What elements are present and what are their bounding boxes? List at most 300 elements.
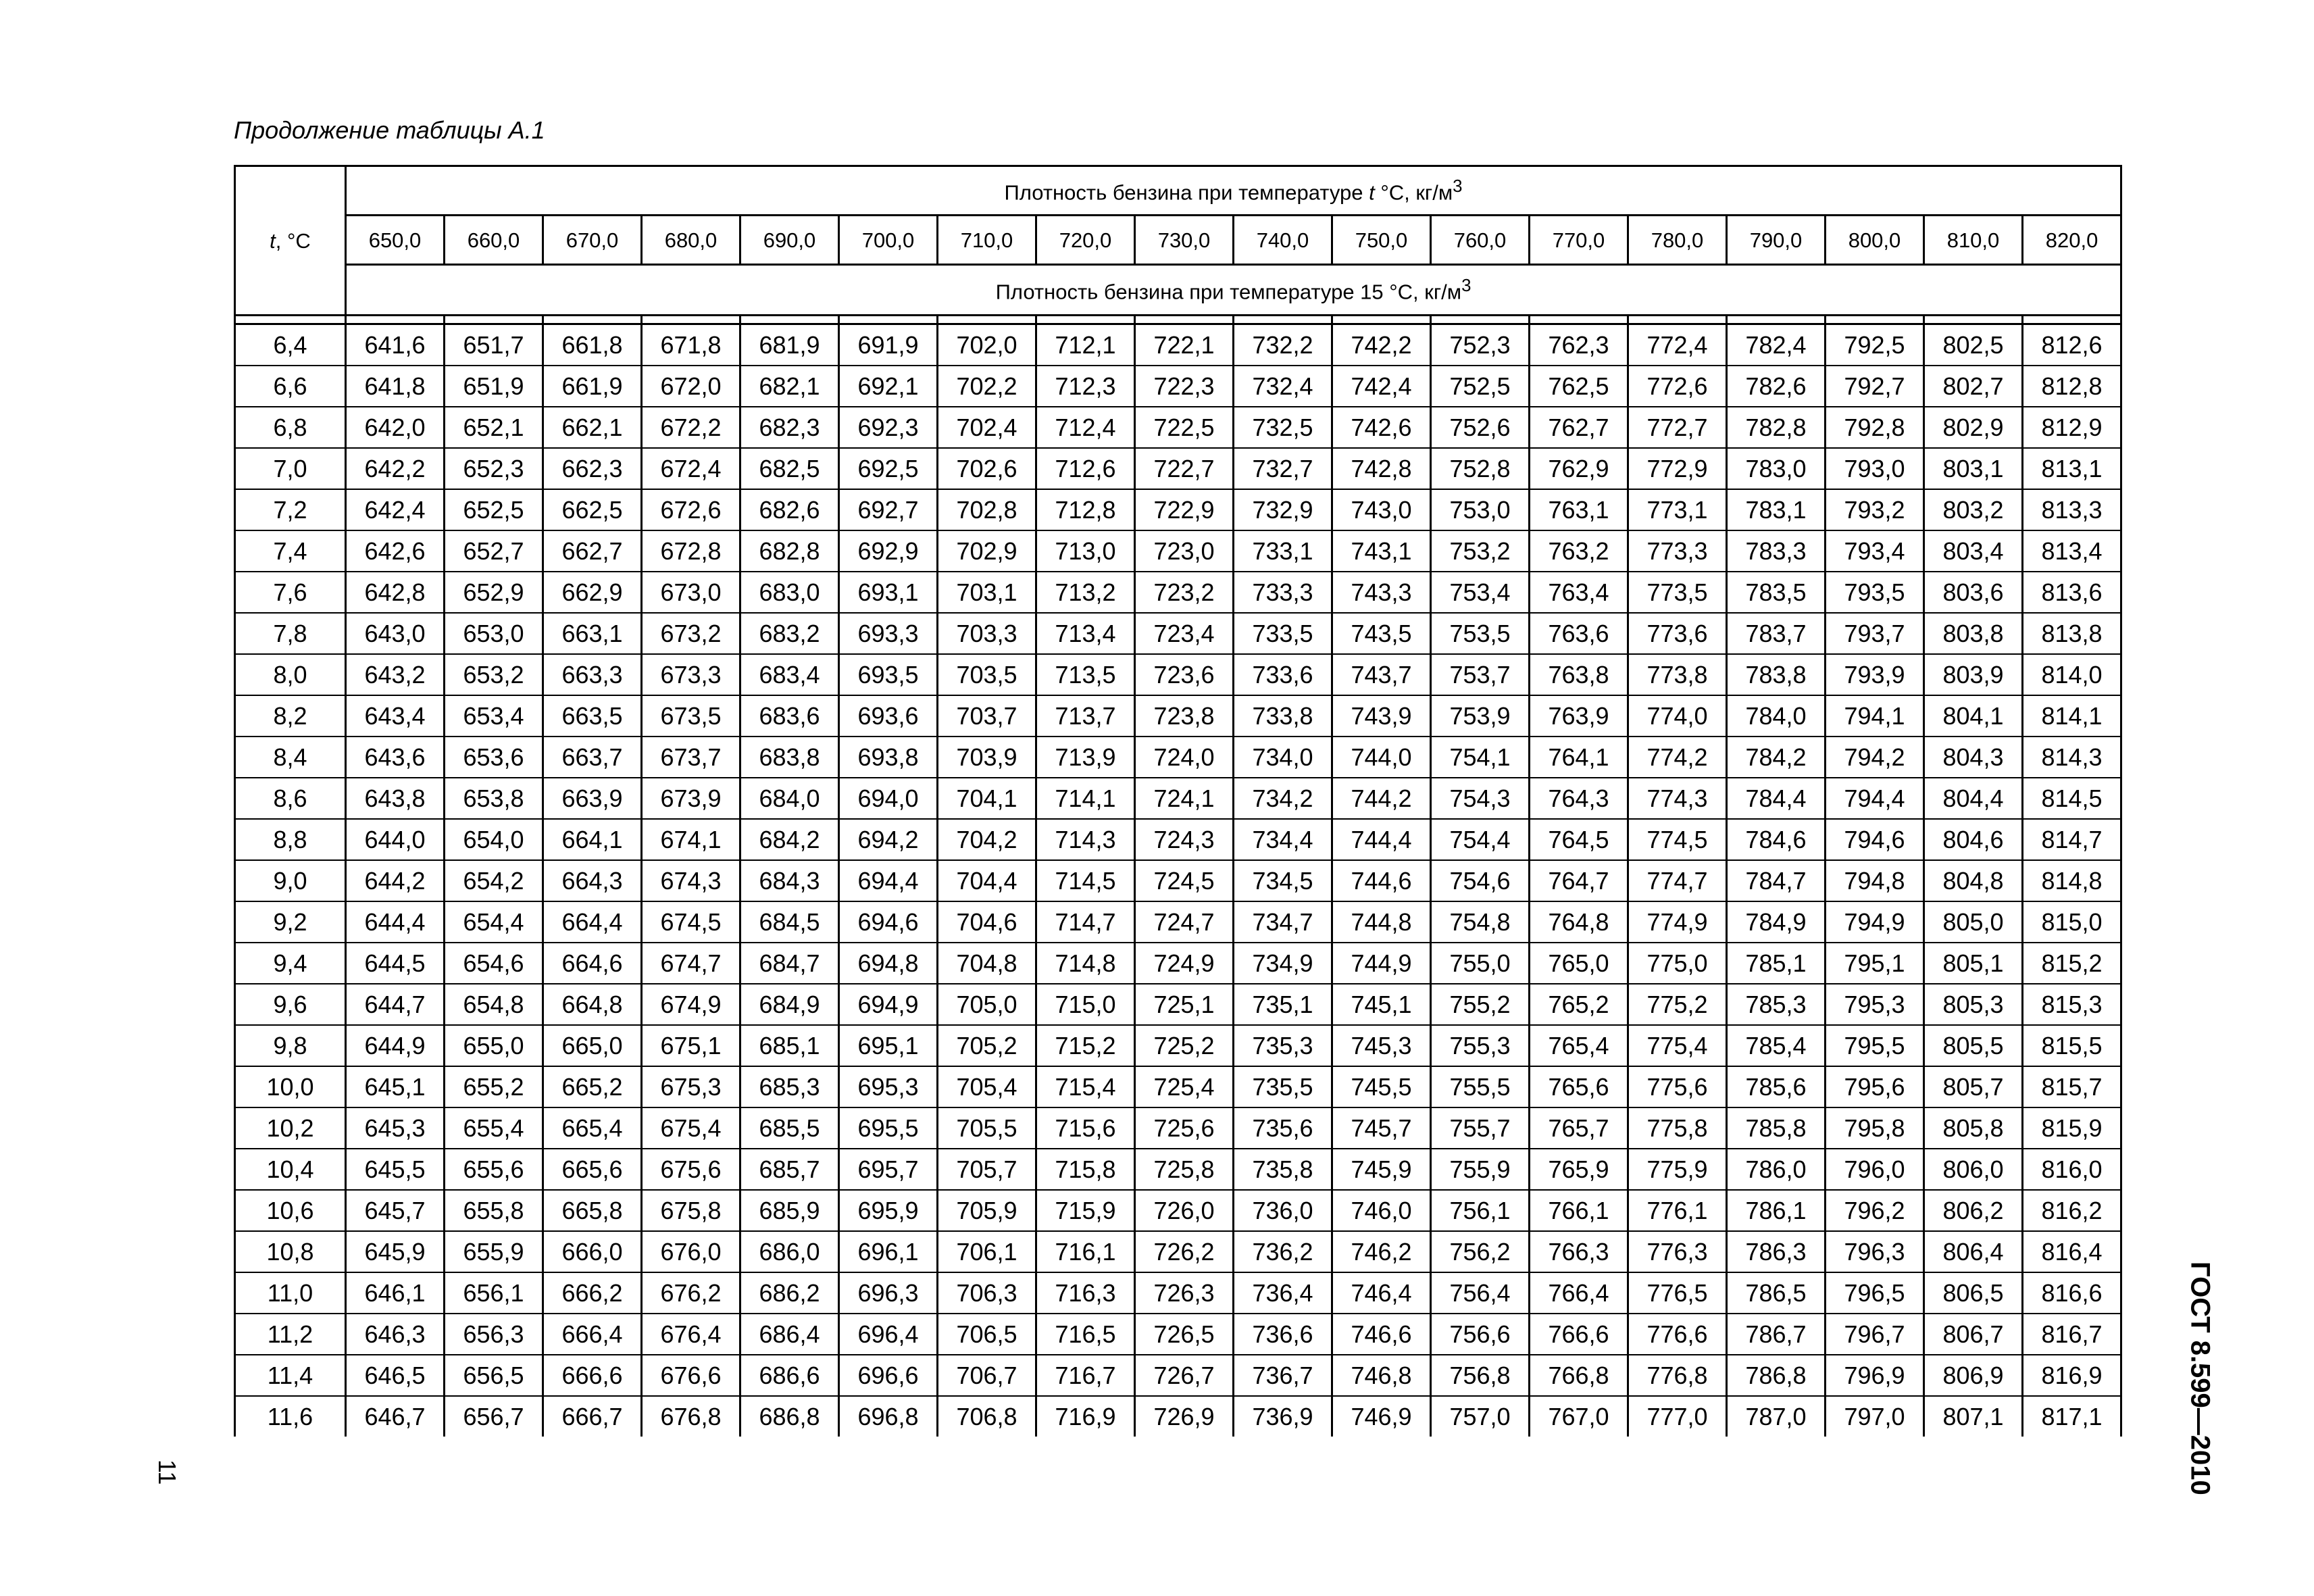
density-cell: 802,9 (1924, 407, 2023, 448)
density-cell: 817,1 (2023, 1396, 2121, 1437)
temperature-cell: 7,8 (235, 613, 346, 654)
density-header-cell: 680,0 (642, 216, 740, 265)
temperature-cell: 11,6 (235, 1396, 346, 1437)
density-cell: 683,0 (740, 572, 839, 613)
density-cell: 655,4 (445, 1107, 543, 1149)
density-cell: 694,9 (839, 984, 938, 1025)
density-cell: 805,3 (1924, 984, 2023, 1025)
density-header-cell: 670,0 (543, 216, 642, 265)
spacer-cell (1234, 316, 1332, 324)
spacer-cell (2023, 316, 2121, 324)
table-row (235, 613, 2121, 654)
density-cell: 752,8 (1431, 448, 1530, 489)
density-cell: 705,0 (938, 984, 1036, 1025)
density-cell: 764,3 (1530, 778, 1628, 819)
density-cell: 804,4 (1924, 778, 2023, 819)
density-cell: 684,5 (740, 901, 839, 943)
density-cell: 676,2 (642, 1272, 740, 1314)
density-cell: 663,1 (543, 613, 642, 654)
density-cell: 646,7 (346, 1396, 445, 1437)
density-cell: 787,0 (1727, 1396, 1826, 1437)
temperature-cell: 6,4 (235, 324, 346, 366)
density-cell: 785,3 (1727, 984, 1826, 1025)
density-cell: 722,9 (1135, 489, 1234, 530)
density-cell: 733,3 (1234, 572, 1332, 613)
density-cell: 655,0 (445, 1025, 543, 1066)
density-cell: 715,2 (1036, 1025, 1135, 1066)
density-cell: 724,0 (1135, 737, 1234, 778)
density-cell: 656,1 (445, 1272, 543, 1314)
density-cell: 675,4 (642, 1107, 740, 1149)
density-cell: 816,6 (2023, 1272, 2121, 1314)
temperature-cell: 9,4 (235, 943, 346, 984)
density-cell: 673,3 (642, 654, 740, 695)
density-header-cell: 750,0 (1332, 216, 1431, 265)
density-cell: 763,4 (1530, 572, 1628, 613)
density-cell: 645,1 (346, 1066, 445, 1107)
density-cell: 723,2 (1135, 572, 1234, 613)
table-row (235, 1314, 2121, 1355)
density-cell: 645,7 (346, 1190, 445, 1231)
density-cell: 784,2 (1727, 737, 1826, 778)
spacer-cell (938, 316, 1036, 324)
density-cell: 726,3 (1135, 1272, 1234, 1314)
density-cell: 746,2 (1332, 1231, 1431, 1272)
density-cell: 814,1 (2023, 695, 2121, 737)
spacer-cell (1530, 316, 1628, 324)
density-cell: 703,9 (938, 737, 1036, 778)
density-cell: 814,5 (2023, 778, 2121, 819)
density-cell: 683,2 (740, 613, 839, 654)
density-cell: 726,0 (1135, 1190, 1234, 1231)
density-cell: 684,0 (740, 778, 839, 819)
density-cell: 735,3 (1234, 1025, 1332, 1066)
density-cell: 705,7 (938, 1149, 1036, 1190)
density-cell: 686,2 (740, 1272, 839, 1314)
temperature-cell: 7,0 (235, 448, 346, 489)
density-cell: 776,1 (1628, 1190, 1727, 1231)
density-cell: 756,8 (1431, 1355, 1530, 1396)
density-cell: 653,4 (445, 695, 543, 737)
density-cell: 813,8 (2023, 613, 2121, 654)
density-cell: 673,7 (642, 737, 740, 778)
density-cell: 806,5 (1924, 1272, 2023, 1314)
table-row (235, 1107, 2121, 1149)
density-cell: 675,6 (642, 1149, 740, 1190)
density-cell: 792,7 (1826, 366, 1924, 407)
density-cell: 706,8 (938, 1396, 1036, 1437)
table-row (235, 1272, 2121, 1314)
density-cell: 672,6 (642, 489, 740, 530)
density-cell: 654,8 (445, 984, 543, 1025)
density-cell: 754,4 (1431, 819, 1530, 860)
density-cell: 743,3 (1332, 572, 1431, 613)
density-cell: 656,3 (445, 1314, 543, 1355)
density-cell: 696,4 (839, 1314, 938, 1355)
density-cell: 716,9 (1036, 1396, 1135, 1437)
density-cell: 795,5 (1826, 1025, 1924, 1066)
density-cell: 745,1 (1332, 984, 1431, 1025)
density-cell: 642,4 (346, 489, 445, 530)
density-cell: 681,9 (740, 324, 839, 366)
density-cell: 672,4 (642, 448, 740, 489)
density-cell: 641,8 (346, 366, 445, 407)
temperature-cell: 9,8 (235, 1025, 346, 1066)
density-cell: 693,6 (839, 695, 938, 737)
density-cell: 654,2 (445, 860, 543, 901)
density-cell: 772,4 (1628, 324, 1727, 366)
density-cell: 742,4 (1332, 366, 1431, 407)
density-cell: 736,7 (1234, 1355, 1332, 1396)
density-cell: 646,1 (346, 1272, 445, 1314)
density-cell: 766,6 (1530, 1314, 1628, 1355)
density-cell: 662,9 (543, 572, 642, 613)
density-cell: 714,3 (1036, 819, 1135, 860)
density-cell: 786,7 (1727, 1314, 1826, 1355)
density-cell: 655,6 (445, 1149, 543, 1190)
density-at-t-header: Плотность бензина при температуре t °С, $кг/м^3$ (346, 166, 2121, 216)
density-cell: 732,7 (1234, 448, 1332, 489)
density-cell: 813,6 (2023, 572, 2121, 613)
density-cell: 775,0 (1628, 943, 1727, 984)
density-cell: 766,3 (1530, 1231, 1628, 1272)
density-cell: 762,3 (1530, 324, 1628, 366)
density-cell: 704,8 (938, 943, 1036, 984)
table-row (235, 489, 2121, 530)
density-cell: 772,9 (1628, 448, 1727, 489)
density-cell: 722,3 (1135, 366, 1234, 407)
density-cell: 805,8 (1924, 1107, 2023, 1149)
temperature-cell: 9,0 (235, 860, 346, 901)
density-cell: 664,1 (543, 819, 642, 860)
density-cell: 674,5 (642, 901, 740, 943)
density-cell: 665,0 (543, 1025, 642, 1066)
density-cell: 672,2 (642, 407, 740, 448)
density-cell: 673,2 (642, 613, 740, 654)
density-cell: 686,0 (740, 1231, 839, 1272)
density-cell: 674,7 (642, 943, 740, 984)
density-cell: 792,5 (1826, 324, 1924, 366)
temperature-cell: 9,2 (235, 901, 346, 943)
density-cell: 694,8 (839, 943, 938, 984)
density-cell: 664,8 (543, 984, 642, 1025)
density-cell: 803,1 (1924, 448, 2023, 489)
density-cell: 753,5 (1431, 613, 1530, 654)
density-cell: 652,5 (445, 489, 543, 530)
density-cell: 794,2 (1826, 737, 1924, 778)
density-cell: 795,1 (1826, 943, 1924, 984)
density-cell: 644,9 (346, 1025, 445, 1066)
density-cell: 744,4 (1332, 819, 1431, 860)
density-cell: 653,8 (445, 778, 543, 819)
table-row (235, 1066, 2121, 1107)
density-cell: 785,6 (1727, 1066, 1826, 1107)
density-cell: 794,4 (1826, 778, 1924, 819)
density-cell: 676,0 (642, 1231, 740, 1272)
density-cell: 704,2 (938, 819, 1036, 860)
density-cell: 702,9 (938, 530, 1036, 572)
table-row (235, 448, 2121, 489)
density-cell: 805,1 (1924, 943, 2023, 984)
density-header-cell: 650,0 (346, 216, 445, 265)
density-cell: 812,6 (2023, 324, 2121, 366)
density-cell: 797,0 (1826, 1396, 1924, 1437)
density-cell: 694,4 (839, 860, 938, 901)
temperature-cell: 7,6 (235, 572, 346, 613)
density-header-cell: 700,0 (839, 216, 938, 265)
table-row (235, 1190, 2121, 1231)
density-cell: 762,7 (1530, 407, 1628, 448)
density-cell: 805,0 (1924, 901, 2023, 943)
density-cell: 694,0 (839, 778, 938, 819)
density-cell: 752,5 (1431, 366, 1530, 407)
density-cell: 772,7 (1628, 407, 1727, 448)
density-values-header-row (235, 216, 2121, 265)
density-cell: 725,8 (1135, 1149, 1234, 1190)
density-cell: 794,6 (1826, 819, 1924, 860)
density-cell: 691,9 (839, 324, 938, 366)
density-cell: 666,7 (543, 1396, 642, 1437)
density-cell: 694,2 (839, 819, 938, 860)
density-cell: 743,9 (1332, 695, 1431, 737)
density-cell: 753,4 (1431, 572, 1530, 613)
header-spacer-row (235, 316, 2121, 324)
temperature-column-header: t, °С (235, 166, 346, 316)
density-cell: 696,6 (839, 1355, 938, 1396)
density-cell: 725,4 (1135, 1066, 1234, 1107)
density-cell: 714,1 (1036, 778, 1135, 819)
density-cell: 724,3 (1135, 819, 1234, 860)
density-cell: 746,9 (1332, 1396, 1431, 1437)
density-cell: 814,7 (2023, 819, 2121, 860)
density-cell: 755,5 (1431, 1066, 1530, 1107)
density-cell: 695,5 (839, 1107, 938, 1149)
density-cell: 652,3 (445, 448, 543, 489)
density-cell: 772,6 (1628, 366, 1727, 407)
density-cell: 643,2 (346, 654, 445, 695)
table-row (235, 654, 2121, 695)
density-cell: 713,9 (1036, 737, 1135, 778)
density-cell: 703,7 (938, 695, 1036, 737)
density-cell: 724,5 (1135, 860, 1234, 901)
density-cell: 732,2 (1234, 324, 1332, 366)
density-cell: 805,5 (1924, 1025, 2023, 1066)
density-cell: 755,9 (1431, 1149, 1530, 1190)
density-cell: 764,1 (1530, 737, 1628, 778)
density-cell: 705,9 (938, 1190, 1036, 1231)
table-row (235, 407, 2121, 448)
density-cell: 762,9 (1530, 448, 1628, 489)
density-cell: 746,4 (1332, 1272, 1431, 1314)
density-header-cell: 690,0 (740, 216, 839, 265)
density-cell: 743,0 (1332, 489, 1431, 530)
density-cell: 692,1 (839, 366, 938, 407)
temperature-cell: 10,2 (235, 1107, 346, 1149)
density-cell: 705,4 (938, 1066, 1036, 1107)
spacer-cell (1135, 316, 1234, 324)
density-cell: 763,8 (1530, 654, 1628, 695)
density-cell: 693,5 (839, 654, 938, 695)
density-cell: 774,2 (1628, 737, 1727, 778)
density-cell: 705,2 (938, 1025, 1036, 1066)
density-cell: 786,5 (1727, 1272, 1826, 1314)
density-cell: 815,9 (2023, 1107, 2121, 1149)
density-cell: 671,8 (642, 324, 740, 366)
density-cell: 746,8 (1332, 1355, 1431, 1396)
density-cell: 774,3 (1628, 778, 1727, 819)
table-row (235, 737, 2121, 778)
density-cell: 783,7 (1727, 613, 1826, 654)
density-cell: 694,6 (839, 901, 938, 943)
density-cell: 656,7 (445, 1396, 543, 1437)
density-cell: 812,8 (2023, 366, 2121, 407)
density-cell: 784,6 (1727, 819, 1826, 860)
density-cell: 746,0 (1332, 1190, 1431, 1231)
density-cell: 724,9 (1135, 943, 1234, 984)
density-cell: 756,6 (1431, 1314, 1530, 1355)
density-cell: 742,6 (1332, 407, 1431, 448)
density-cell: 816,7 (2023, 1314, 2121, 1355)
density-cell: 743,7 (1332, 654, 1431, 695)
temperature-cell: 11,0 (235, 1272, 346, 1314)
density-cell: 644,2 (346, 860, 445, 901)
density-cell: 806,9 (1924, 1355, 2023, 1396)
density-cell: 662,1 (543, 407, 642, 448)
density-cell: 714,8 (1036, 943, 1135, 984)
table-row (235, 1025, 2121, 1066)
density-cell: 803,6 (1924, 572, 2023, 613)
density-cell: 776,8 (1628, 1355, 1727, 1396)
table-row (235, 695, 2121, 737)
density-cell: 774,9 (1628, 901, 1727, 943)
temperature-cell: 8,2 (235, 695, 346, 737)
spacer-cell (235, 316, 346, 324)
table-row (235, 1396, 2121, 1437)
density-cell: 696,1 (839, 1231, 938, 1272)
density-cell: 683,4 (740, 654, 839, 695)
density-header-cell: 720,0 (1036, 216, 1135, 265)
density-cell: 793,0 (1826, 448, 1924, 489)
density-cell: 745,9 (1332, 1149, 1431, 1190)
density-cell: 692,5 (839, 448, 938, 489)
density-header-cell: 740,0 (1234, 216, 1332, 265)
density-cell: 805,7 (1924, 1066, 2023, 1107)
density-cell: 726,7 (1135, 1355, 1234, 1396)
density-at-15-header: Плотность бензина при температуре 15 °С, $кг/м^3$ (346, 265, 2121, 316)
temperature-cell: 11,2 (235, 1314, 346, 1355)
density-cell: 773,5 (1628, 572, 1727, 613)
density-cell: 753,0 (1431, 489, 1530, 530)
density-cell: 796,9 (1826, 1355, 1924, 1396)
temperature-cell: 8,4 (235, 737, 346, 778)
density-cell: 693,8 (839, 737, 938, 778)
spacer-cell (1332, 316, 1431, 324)
density-cell: 756,1 (1431, 1190, 1530, 1231)
density-cell: 725,1 (1135, 984, 1234, 1025)
table-row (235, 860, 2121, 901)
density-cell: 782,6 (1727, 366, 1826, 407)
density-cell: 734,4 (1234, 819, 1332, 860)
density-cell: 666,2 (543, 1272, 642, 1314)
density-cell: 665,8 (543, 1190, 642, 1231)
density-cell: 785,8 (1727, 1107, 1826, 1149)
density-cell: 684,9 (740, 984, 839, 1025)
spacer-cell (1727, 316, 1826, 324)
spacer-cell (445, 316, 543, 324)
density-cell: 696,8 (839, 1396, 938, 1437)
density-cell: 673,0 (642, 572, 740, 613)
density-cell: 763,1 (1530, 489, 1628, 530)
table-row (235, 901, 2121, 943)
density-cell: 786,8 (1727, 1355, 1826, 1396)
density-cell: 664,4 (543, 901, 642, 943)
density-cell: 723,8 (1135, 695, 1234, 737)
density-cell: 715,8 (1036, 1149, 1135, 1190)
density-cell: 802,5 (1924, 324, 2023, 366)
density-cell: 674,9 (642, 984, 740, 1025)
density-cell: 685,1 (740, 1025, 839, 1066)
density-cell: 675,8 (642, 1190, 740, 1231)
density-table (234, 165, 2122, 1437)
density-cell: 713,2 (1036, 572, 1135, 613)
density-cell: 653,2 (445, 654, 543, 695)
density-cell: 807,1 (1924, 1396, 2023, 1437)
density-cell: 773,8 (1628, 654, 1727, 695)
density-cell: 804,1 (1924, 695, 2023, 737)
density-cell: 774,7 (1628, 860, 1727, 901)
density-cell: 734,7 (1234, 901, 1332, 943)
density-cell: 732,4 (1234, 366, 1332, 407)
density-cell: 815,7 (2023, 1066, 2121, 1107)
density-cell: 683,6 (740, 695, 839, 737)
density-cell: 663,3 (543, 654, 642, 695)
density-cell: 642,2 (346, 448, 445, 489)
density-cell: 732,9 (1234, 489, 1332, 530)
density-cell: 744,6 (1332, 860, 1431, 901)
density-cell: 784,0 (1727, 695, 1826, 737)
density-cell: 714,5 (1036, 860, 1135, 901)
density-cell: 665,2 (543, 1066, 642, 1107)
density-cell: 716,7 (1036, 1355, 1135, 1396)
density-cell: 743,5 (1332, 613, 1431, 654)
density-cell: 775,8 (1628, 1107, 1727, 1149)
density-cell: 793,5 (1826, 572, 1924, 613)
density-cell: 804,3 (1924, 737, 2023, 778)
density-cell: 693,1 (839, 572, 938, 613)
density-cell: 795,3 (1826, 984, 1924, 1025)
temperature-cell: 10,4 (235, 1149, 346, 1190)
density-cell: 785,1 (1727, 943, 1826, 984)
density-cell: 646,5 (346, 1355, 445, 1396)
density-cell: 813,3 (2023, 489, 2121, 530)
density-cell: 723,0 (1135, 530, 1234, 572)
density-cell: 686,6 (740, 1355, 839, 1396)
density-cell: 813,4 (2023, 530, 2121, 572)
density-cell: 816,0 (2023, 1149, 2121, 1190)
temperature-cell: 6,8 (235, 407, 346, 448)
density-cell: 666,4 (543, 1314, 642, 1355)
density-cell: 646,3 (346, 1314, 445, 1355)
density-cell: 785,4 (1727, 1025, 1826, 1066)
density-cell: 661,9 (543, 366, 642, 407)
density-cell: 796,3 (1826, 1231, 1924, 1272)
table-row (235, 819, 2121, 860)
density-cell: 755,7 (1431, 1107, 1530, 1149)
density-cell: 686,8 (740, 1396, 839, 1437)
density-cell: 713,4 (1036, 613, 1135, 654)
density-cell: 716,3 (1036, 1272, 1135, 1314)
density-cell: 666,0 (543, 1231, 642, 1272)
